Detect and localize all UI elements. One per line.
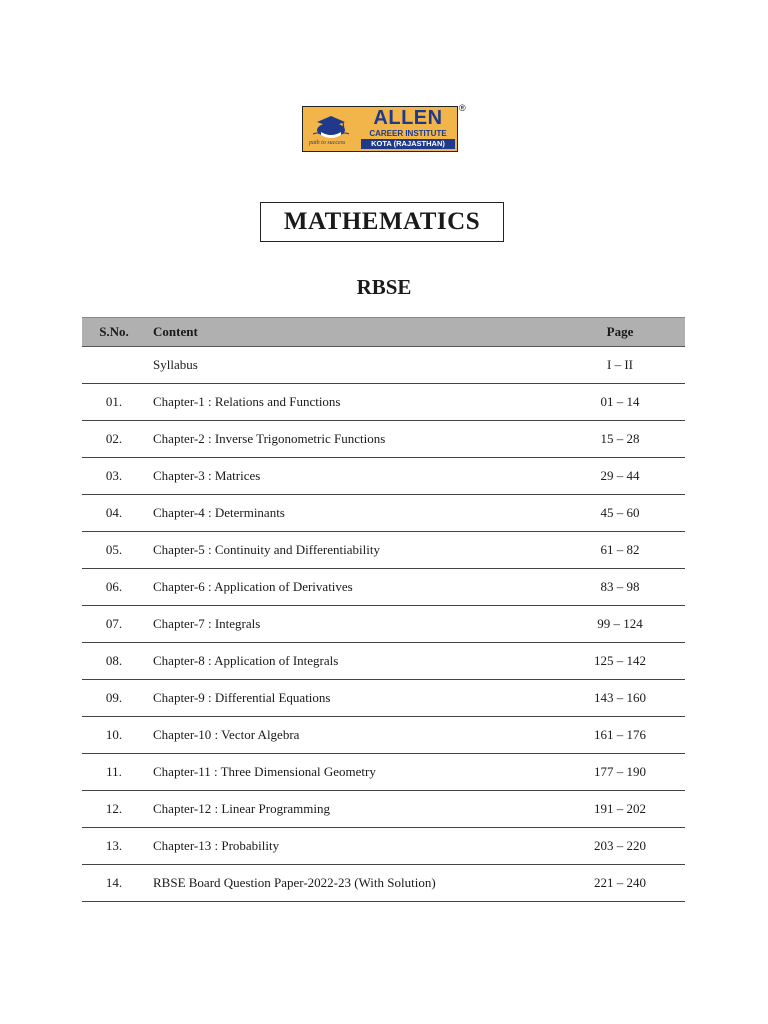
row-page: 177 – 190 bbox=[555, 754, 685, 791]
row-page: 161 – 176 bbox=[555, 717, 685, 754]
row-content: Chapter-4 : Determinants bbox=[146, 495, 555, 532]
logo-tagline: path to success bbox=[309, 140, 346, 146]
row-page: 99 – 124 bbox=[555, 606, 685, 643]
row-sno: 08. bbox=[82, 643, 146, 680]
row-sno: 11. bbox=[82, 754, 146, 791]
row-page: 203 – 220 bbox=[555, 828, 685, 865]
table-row bbox=[82, 643, 685, 680]
table-row bbox=[82, 569, 685, 606]
row-content: Chapter-12 : Linear Programming bbox=[146, 791, 555, 828]
row-sno: 07. bbox=[82, 606, 146, 643]
row-page: I – II bbox=[555, 347, 685, 384]
logo-subtitle: CAREER INSTITUTE bbox=[369, 129, 447, 138]
table-row bbox=[82, 606, 685, 643]
row-content: Chapter-8 : Application of Integrals bbox=[146, 643, 555, 680]
row-page: 221 – 240 bbox=[555, 865, 685, 902]
logo-location: KOTA (RAJASTHAN) bbox=[361, 139, 455, 149]
row-sno: 14. bbox=[82, 865, 146, 902]
contents-table bbox=[82, 317, 685, 902]
row-page: 01 – 14 bbox=[555, 384, 685, 421]
table-row bbox=[82, 347, 685, 384]
row-sno: 10. bbox=[82, 717, 146, 754]
row-content: Chapter-11 : Three Dimensional Geometry bbox=[146, 754, 555, 791]
row-content: Chapter-13 : Probability bbox=[146, 828, 555, 865]
row-content: Chapter-9 : Differential Equations bbox=[146, 680, 555, 717]
row-content: Chapter-6 : Application of Derivatives bbox=[146, 569, 555, 606]
table-row bbox=[82, 865, 685, 902]
row-sno bbox=[82, 347, 146, 384]
row-sno: 12. bbox=[82, 791, 146, 828]
table-row bbox=[82, 495, 685, 532]
row-content: Chapter-10 : Vector Algebra bbox=[146, 717, 555, 754]
row-page: 125 – 142 bbox=[555, 643, 685, 680]
table-row bbox=[82, 754, 685, 791]
row-content: Chapter-3 : Matrices bbox=[146, 458, 555, 495]
row-page: 61 – 82 bbox=[555, 532, 685, 569]
allen-logo bbox=[302, 106, 458, 152]
row-page: 15 – 28 bbox=[555, 421, 685, 458]
row-sno: 02. bbox=[82, 421, 146, 458]
header-content: Content bbox=[146, 318, 555, 347]
row-content: RBSE Board Question Paper-2022-23 (With Solution) bbox=[146, 865, 555, 902]
row-content: Syllabus bbox=[146, 347, 555, 384]
row-page: 143 – 160 bbox=[555, 680, 685, 717]
table-row bbox=[82, 532, 685, 569]
table-row bbox=[82, 421, 685, 458]
table-row bbox=[82, 384, 685, 421]
logo-brand-name: ALLEN bbox=[373, 107, 443, 129]
table-header-row bbox=[82, 318, 685, 347]
table-row bbox=[82, 458, 685, 495]
row-page: 45 – 60 bbox=[555, 495, 685, 532]
registered-mark: ® bbox=[459, 103, 466, 113]
table-row bbox=[82, 828, 685, 865]
row-page: 29 – 44 bbox=[555, 458, 685, 495]
row-page: 83 – 98 bbox=[555, 569, 685, 606]
row-content: Chapter-7 : Integrals bbox=[146, 606, 555, 643]
row-sno: 04. bbox=[82, 495, 146, 532]
table-row bbox=[82, 717, 685, 754]
row-content: Chapter-2 : Inverse Trigonometric Functions bbox=[146, 421, 555, 458]
header-sno: S.No. bbox=[82, 318, 146, 347]
table-row bbox=[82, 791, 685, 828]
row-content: Chapter-5 : Continuity and Differentiability bbox=[146, 532, 555, 569]
row-sno: 13. bbox=[82, 828, 146, 865]
subject-title: MATHEMATICS bbox=[260, 202, 504, 242]
table-row bbox=[82, 680, 685, 717]
row-page: 191 – 202 bbox=[555, 791, 685, 828]
row-content: Chapter-1 : Relations and Functions bbox=[146, 384, 555, 421]
row-sno: 05. bbox=[82, 532, 146, 569]
row-sno: 09. bbox=[82, 680, 146, 717]
logo-wordmark bbox=[357, 108, 457, 150]
row-sno: 03. bbox=[82, 458, 146, 495]
header-page: Page bbox=[555, 318, 685, 347]
row-sno: 01. bbox=[82, 384, 146, 421]
board-title: RBSE bbox=[356, 275, 412, 299]
row-sno: 06. bbox=[82, 569, 146, 606]
